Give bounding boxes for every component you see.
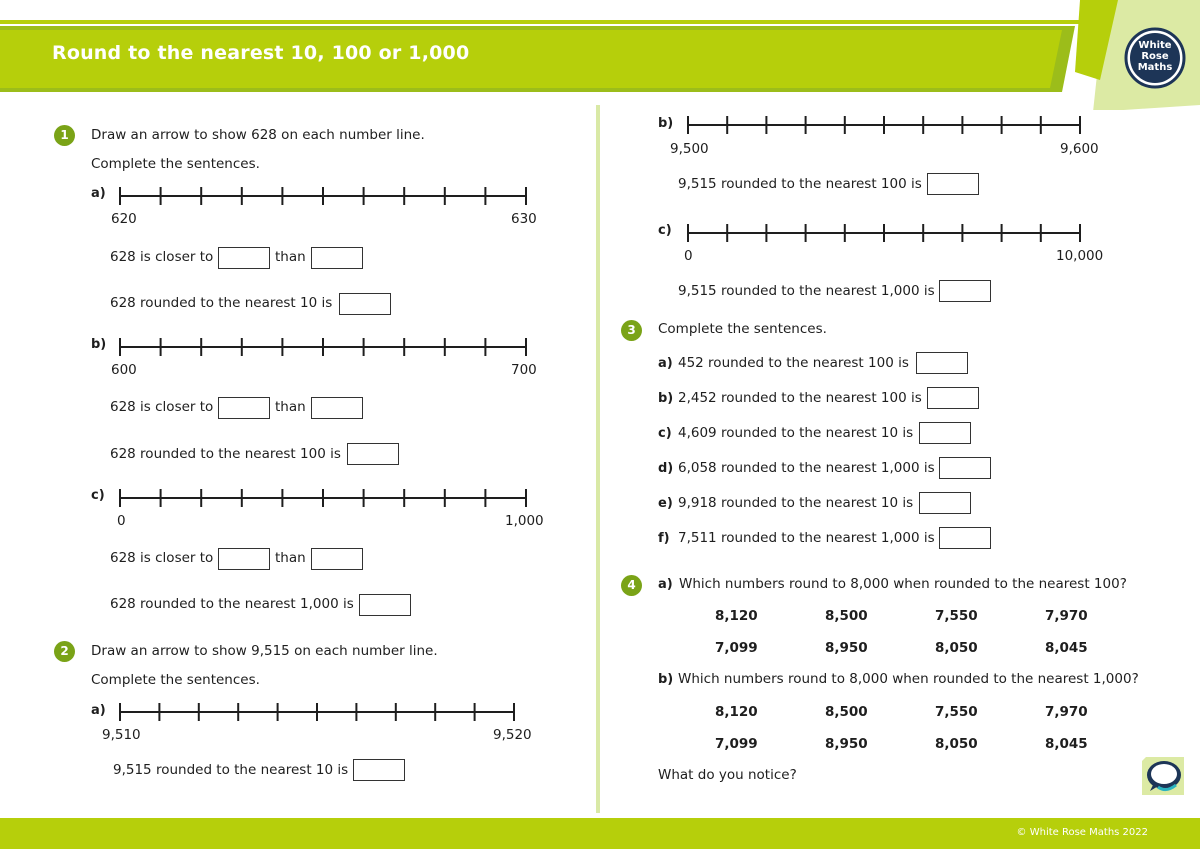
q3-badge: 3	[621, 320, 642, 341]
q1b-than-text: than	[275, 399, 306, 415]
q3c-text: 4,609 rounded to the nearest 10 is	[678, 425, 914, 441]
column-divider	[596, 105, 600, 813]
discussion-speech-bubble-icon	[1140, 755, 1186, 797]
q3f-text: 7,511 rounded to the nearest 1,000 is	[678, 530, 935, 546]
q4a-number[interactable]: 8,045	[1045, 640, 1088, 656]
q2c-start-label: 0	[684, 248, 693, 264]
q3d-label: d)	[658, 461, 674, 476]
q1c-end-label: 1,000	[505, 513, 544, 529]
q1a-closer-answer-box[interactable]	[218, 247, 270, 269]
q2a-number-line[interactable]	[115, 699, 519, 725]
q3d-text: 6,058 rounded to the nearest 1,000 is	[678, 460, 935, 476]
q1b-label: b)	[91, 337, 107, 352]
q2a-end-label: 9,520	[493, 727, 532, 743]
q2a-rounded-text: 9,515 rounded to the nearest 10 is	[113, 762, 349, 778]
q2a-label: a)	[91, 703, 106, 718]
q1c-start-label: 0	[117, 513, 126, 529]
q4b-number[interactable]: 8,950	[825, 736, 868, 752]
q2b-number-line[interactable]	[683, 112, 1085, 138]
q3c-label: c)	[658, 426, 672, 441]
q2a-rounded-answer-box[interactable]	[353, 759, 405, 781]
q4b-number[interactable]: 8,045	[1045, 736, 1088, 752]
q2b-end-label: 9,600	[1060, 141, 1099, 157]
q4b-question: Which numbers round to 8,000 when rounded to the nearest 1,000?	[678, 671, 1139, 687]
q4b-label: b)	[658, 672, 674, 687]
logo-word-1: White	[1138, 40, 1172, 51]
q4a-number[interactable]: 8,950	[825, 640, 868, 656]
q1b-rounded-text: 628 rounded to the nearest 100 is	[110, 446, 341, 462]
q1-sub-instruction: Complete the sentences.	[91, 156, 260, 172]
q3f-answer-box[interactable]	[939, 527, 991, 549]
q1a-label: a)	[91, 186, 106, 201]
q1-badge: 1	[54, 125, 75, 146]
q3e-answer-box[interactable]	[919, 492, 971, 514]
q1c-number-line[interactable]	[115, 485, 531, 511]
q3a-text: 452 rounded to the nearest 100 is	[678, 355, 909, 371]
q1c-rounded-answer-box[interactable]	[359, 594, 411, 616]
q4b-number[interactable]: 8,500	[825, 704, 868, 720]
q1a-start-label: 620	[111, 211, 137, 227]
q4-notice-text: What do you notice?	[658, 767, 797, 783]
q4a-label: a)	[658, 577, 673, 592]
q4-badge: 4	[621, 575, 642, 596]
q1a-than-answer-box[interactable]	[311, 247, 363, 269]
q1c-than-text: than	[275, 550, 306, 566]
q4b-number[interactable]: 7,099	[715, 736, 758, 752]
q2-sub-instruction: Complete the sentences.	[91, 672, 260, 688]
q4b-number[interactable]: 7,970	[1045, 704, 1088, 720]
q3f-label: f)	[658, 531, 670, 546]
q4a-number[interactable]: 8,500	[825, 608, 868, 624]
q3c-answer-box[interactable]	[919, 422, 971, 444]
q4a-number[interactable]: 7,970	[1045, 608, 1088, 624]
q3d-answer-box[interactable]	[939, 457, 991, 479]
q4b-number[interactable]: 8,050	[935, 736, 978, 752]
q2b-rounded-text: 9,515 rounded to the nearest 100 is	[678, 176, 922, 192]
q4a-number[interactable]: 8,120	[715, 608, 758, 624]
q1c-closer-answer-box[interactable]	[218, 548, 270, 570]
q1c-rounded-text: 628 rounded to the nearest 1,000 is	[110, 596, 354, 612]
logo-word-3: Maths	[1137, 62, 1173, 73]
footer-copyright: © White Rose Maths 2022	[1016, 827, 1148, 838]
q2c-rounded-answer-box[interactable]	[939, 280, 991, 302]
q4a-question: Which numbers round to 8,000 when rounded to the nearest 100?	[679, 576, 1127, 592]
q2-instruction: Draw an arrow to show 9,515 on each number line.	[91, 643, 438, 659]
q1b-rounded-answer-box[interactable]	[347, 443, 399, 465]
q1b-start-label: 600	[111, 362, 137, 378]
q1b-closer-text: 628 is closer to	[110, 399, 214, 415]
q3b-text: 2,452 rounded to the nearest 100 is	[678, 390, 922, 406]
q1c-closer-text: 628 is closer to	[110, 550, 214, 566]
q3e-label: e)	[658, 496, 673, 511]
q1a-end-label: 630	[511, 211, 537, 227]
q2a-start-label: 9,510	[102, 727, 141, 743]
white-rose-maths-logo	[1124, 27, 1186, 89]
q1a-closer-text: 628 is closer to	[110, 249, 214, 265]
q2b-rounded-answer-box[interactable]	[927, 173, 979, 195]
q4b-number[interactable]: 7,550	[935, 704, 978, 720]
q1c-label: c)	[91, 488, 105, 503]
q2b-label: b)	[658, 116, 674, 131]
q1-instruction: Draw an arrow to show 628 on each number line.	[91, 127, 425, 143]
q3b-answer-box[interactable]	[927, 387, 979, 409]
q1a-than-text: than	[275, 249, 306, 265]
page-title: Round to the nearest 10, 100 or 1,000	[52, 42, 470, 64]
q2c-rounded-text: 9,515 rounded to the nearest 1,000 is	[678, 283, 935, 299]
q2c-number-line[interactable]	[683, 220, 1085, 246]
logo-word-2: Rose	[1141, 51, 1169, 62]
q3e-text: 9,918 rounded to the nearest 10 is	[678, 495, 914, 511]
q4a-number[interactable]: 8,050	[935, 640, 978, 656]
q3a-label: a)	[658, 356, 673, 371]
q1a-rounded-answer-box[interactable]	[339, 293, 391, 315]
q4a-number[interactable]: 7,550	[935, 608, 978, 624]
q1b-end-label: 700	[511, 362, 537, 378]
q2b-start-label: 9,500	[670, 141, 709, 157]
q3b-label: b)	[658, 391, 674, 406]
q2c-end-label: 10,000	[1056, 248, 1104, 264]
q3-instruction: Complete the sentences.	[658, 321, 827, 337]
q4b-number[interactable]: 8,120	[715, 704, 758, 720]
q4a-number[interactable]: 7,099	[715, 640, 758, 656]
q1a-number-line[interactable]	[115, 183, 531, 209]
q1c-than-answer-box[interactable]	[311, 548, 363, 570]
q1b-closer-answer-box[interactable]	[218, 397, 270, 419]
q1b-number-line[interactable]	[115, 334, 531, 360]
footer-band	[0, 818, 1200, 849]
q1a-rounded-text: 628 rounded to the nearest 10 is	[110, 295, 333, 311]
q2-badge: 2	[54, 641, 75, 662]
q1b-than-answer-box[interactable]	[311, 397, 363, 419]
q3a-answer-box[interactable]	[916, 352, 968, 374]
q2c-label: c)	[658, 223, 672, 238]
